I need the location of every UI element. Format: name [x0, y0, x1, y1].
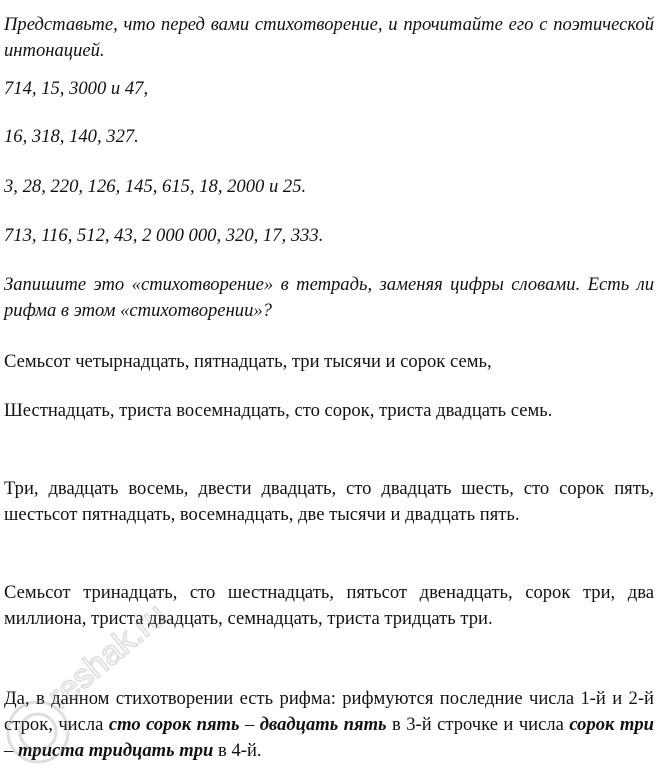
poem-line-3: 3, 28, 220, 126, 145, 615, 18, 2000 и 25.	[4, 176, 307, 197]
answer-verse-1: Семьсот четырнадцать, пятнадцать, три тысячи и сорок семь,	[4, 351, 492, 372]
rhyme-2b: триста тридцать три	[17, 740, 214, 761]
task-intro: Представьте, что перед вами стихотворение, и прочитайте его с поэтической интонацией.	[4, 14, 654, 61]
rhyme-dash-2: –	[4, 740, 18, 761]
answer-verse-3: Три, двадцать восемь, двести двадцать, сто двадцать шесть, сто сорок пять, шестьсот пятнадцать, восемнадцать, две тысячи и двадцать пять.	[4, 478, 654, 525]
rhyme-2a: сорок три	[569, 714, 655, 735]
answer-conclusion	[4, 686, 654, 764]
poem-line-1: 714, 15, 3000 и 47,	[4, 78, 149, 99]
conclusion-text-2: в 3-й строчке и числа	[386, 714, 570, 735]
conclusion-text-3: в 4-й.	[213, 740, 262, 761]
rhyme-1a: сто сорок пять	[108, 714, 240, 735]
answer-verse-2: Шестнадцать, триста восемнадцать, сто сорок, триста двадцать семь.	[4, 400, 553, 421]
conclusion-text-1: Да, в данном стихотворении есть рифма: рифмуются последние числа 1-й и 2-й строк, числа	[4, 688, 654, 735]
poem-line-2: 16, 318, 140, 327.	[4, 126, 139, 147]
poem-line-4: 713, 116, 512, 43, 2 000 000, 320, 17, 333.	[4, 225, 324, 246]
watermark-text: reshak.ru	[40, 595, 174, 717]
rhyme-dash-1: –	[239, 714, 260, 735]
rhyme-1b: двадцать пять	[259, 714, 387, 735]
answer-verse-4: Семьсот тринадцать, сто шестнадцать, пятьсот двенадцать, сорок три, два миллиона, триста двадцать, семнадцать, триста тридцать три.	[4, 582, 654, 629]
task-question: Запишите это «стихотворение» в тетрадь, заменяя цифры словами. Есть ли рифма в этом «стихотворении»?	[4, 274, 654, 321]
